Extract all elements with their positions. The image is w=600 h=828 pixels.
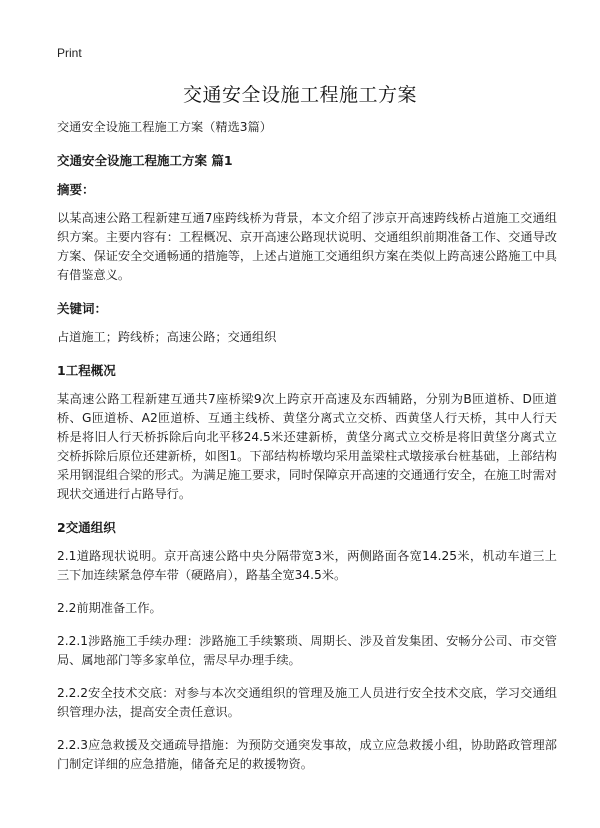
article-heading: 交通安全设施工程施工方案 篇1 xyxy=(57,153,233,168)
print-label[interactable]: Print xyxy=(57,46,82,60)
paragraph-2-2-2: 2.2.2安全技术交底：对参与本次交通组织的管理及施工人员进行安全技术交底，学习交通组织管理办法，提高安全责任意识。 xyxy=(57,686,557,719)
paragraph-2-2-1: 2.2.1涉路施工手续办理：涉路施工手续繁琐、周期长、涉及首发集团、安畅分公司、市交管局、属地部门等多家单位，需尽早办理手续。 xyxy=(57,634,557,667)
paragraph-2-2: 2.2前期准备工作。 xyxy=(57,601,162,615)
document-subtitle: 交通安全设施工程施工方案（精选3篇） xyxy=(57,120,272,134)
keywords-text: 占道施工；跨线桥；高速公路；交通组织 xyxy=(57,330,277,344)
section1-heading: 1工程概况 xyxy=(57,363,116,378)
abstract-heading: 摘要： xyxy=(57,182,95,197)
paragraph-2-2-3: 2.2.3应急救援及交通疏导措施：为预防交通突发事故，成立应急救援小组，协助路政管理部门制定详细的应急措施，储备充足的救援物资。 xyxy=(57,738,557,771)
document-title: 交通安全设施工程施工方案 xyxy=(182,84,417,106)
keywords-heading: 关键词： xyxy=(57,301,108,316)
document-body xyxy=(57,118,557,788)
paragraph-2-1: 2.1道路现状说明。京开高速公路中央分隔带宽3米，两侧路面各宽14.25米，机动车道三上三下加连续紧急停车带（硬路肩），路基全宽34.5米。 xyxy=(57,549,557,582)
abstract-text: 以某高速公路工程新建互通7座跨线桥为背景，本文介绍了涉京开高速跨线桥占道施工交通组织方案。主要内容有：工程概况、京开高速公路现状说明、交通组织前期准备工作、交通导改方案、保证安全交通畅通的措施等，上述占道施工交通组织方案在类似上跨高速公路施工中具有借鉴意义。 xyxy=(57,211,557,282)
section2-heading: 2交通组织 xyxy=(57,520,116,535)
section1-text: 某高速公路工程新建互通共7座桥梁9次上跨京开高速及东西辅路，分别为B匝道桥、D匝道桥、G匝道桥、A2匝道桥、互通主线桥、黄垡分离式立交桥、西黄垡人行天桥，其中人行天桥是将旧人行天桥拆除后向北平移24.5米还建新桥，黄垡分离式立交桥是将旧黄垡分离式立交桥拆除后原位还建新桥，如图1。下部结构桥墩均采用盖梁柱式墩接承台桩基础，上部结构采用钢混组合梁的形式。为满足施工要求，同时保障京开高速的交通通行安全，在施工时需对现状交通进行占路导行。 xyxy=(57,392,557,501)
